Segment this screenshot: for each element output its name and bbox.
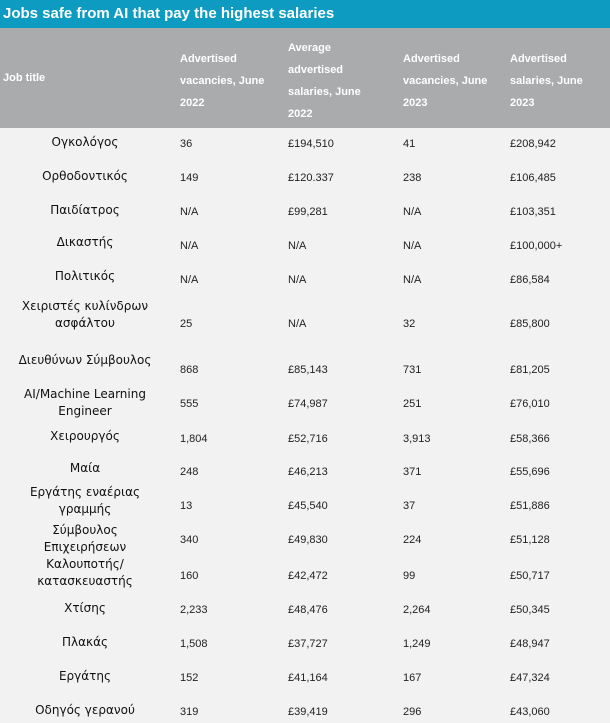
vacancies-2023-cell: 371 — [403, 466, 422, 478]
vacancies-2023-cell: 731 — [403, 364, 422, 376]
header-job-title: Job title — [3, 72, 46, 84]
job-title-cell: Καλουποτής/ κατασκευαστής — [37, 557, 133, 588]
vacancies-2022-cell: N/A — [180, 240, 199, 252]
salary-2023-cell: £55,696 — [510, 466, 550, 478]
salary-2023-cell: £43,060 — [510, 706, 550, 718]
table-body — [0, 128, 610, 723]
vacancies-2023-cell: 3,913 — [403, 433, 431, 445]
job-title-cell: Παιδίατρος — [50, 203, 120, 217]
job-title-cell: Πολιτικός — [54, 269, 116, 283]
salary-2023-cell: £76,010 — [510, 398, 550, 410]
vacancies-2022-cell: 25 — [180, 318, 193, 330]
vacancies-2022-cell: 1,804 — [180, 433, 208, 445]
salary-2023-cell: £51,128 — [510, 534, 550, 546]
salary-2023-cell: £81,205 — [510, 364, 550, 376]
vacancies-2022-cell: 2,233 — [180, 604, 208, 616]
vacancies-2023-cell: 41 — [403, 138, 416, 150]
salary-2023-cell: £50,717 — [510, 570, 550, 582]
vacancies-2023-cell: 224 — [403, 534, 422, 546]
vacancies-2023-cell: 251 — [403, 398, 422, 410]
salary-2022-cell: £41,164 — [288, 672, 328, 684]
job-title-cell: Δικαστής — [56, 235, 114, 249]
header-vacancies-2022: Advertised vacancies, June 2022 — [180, 53, 265, 109]
salary-2022-cell: £48,476 — [288, 604, 328, 616]
salary-2022-cell: £45,540 — [288, 500, 328, 512]
salary-2022-cell: £194,510 — [288, 138, 334, 150]
job-title-cell: Χειριστές κυλίνδρων ασφάλτου — [21, 299, 149, 330]
salary-2023-cell: £51,886 — [510, 500, 550, 512]
vacancies-2022-cell: 1,508 — [180, 638, 208, 650]
vacancies-2023-cell: 1,249 — [403, 638, 431, 650]
job-title-cell: Χτίσης — [64, 601, 106, 615]
vacancies-2023-cell: 99 — [403, 570, 416, 582]
job-title-cell: Ορθοδοντικός — [42, 169, 128, 183]
salary-2022-cell: £85,143 — [288, 364, 328, 376]
salary-2023-cell: £208,942 — [510, 138, 556, 150]
salary-2022-cell: £52,716 — [288, 433, 328, 445]
job-title-cell: Ογκολόγος — [51, 135, 119, 149]
vacancies-2023-cell: 37 — [403, 500, 416, 512]
vacancies-2023-cell: N/A — [403, 240, 422, 252]
header-salaries-2023: Advertised salaries, June 2023 — [510, 53, 583, 109]
job-title-cell: Χειρουργός — [50, 429, 120, 443]
header-salaries-2022: Average advertised salaries, June 2022 — [288, 42, 361, 120]
vacancies-2022-cell: 160 — [180, 570, 199, 582]
vacancies-2022-cell: 36 — [180, 138, 193, 150]
vacancies-2022-cell: N/A — [180, 274, 199, 286]
job-title-cell: Εργάτης εναέριας γραμμής — [29, 485, 141, 516]
salary-2023-cell: £58,366 — [510, 433, 550, 445]
salary-2022-cell: £39,419 — [288, 706, 328, 718]
salary-2022-cell: N/A — [288, 240, 307, 252]
salary-2023-cell: £86,584 — [510, 274, 550, 286]
job-title-cell: AI/Machine Learning Engineer — [24, 387, 146, 418]
vacancies-2023-cell: 296 — [403, 706, 422, 718]
salary-2022-cell: £74,987 — [288, 398, 328, 410]
job-title-cell: Εργάτης — [58, 669, 112, 683]
vacancies-2022-cell: N/A — [180, 206, 199, 218]
vacancies-2022-cell: 340 — [180, 534, 199, 546]
salary-2023-cell: £106,485 — [510, 172, 556, 184]
salary-2022-cell: £99,281 — [288, 206, 328, 218]
vacancies-2022-cell: 555 — [180, 398, 199, 410]
vacancies-2023-cell: 2,264 — [403, 604, 431, 616]
salary-2023-cell: £100,000+ — [510, 240, 563, 252]
salary-2023-cell: £50,345 — [510, 604, 550, 616]
salary-2023-cell: £47,324 — [510, 672, 550, 684]
salary-2023-cell: £48,947 — [510, 638, 550, 650]
job-title-cell: Μαία — [69, 461, 101, 475]
job-title-cell: Οδηγός γερανού — [35, 703, 135, 717]
salary-2022-cell: N/A — [288, 274, 307, 286]
salary-2022-cell: N/A — [288, 318, 307, 330]
vacancies-2022-cell: 319 — [180, 706, 199, 718]
salary-2022-cell: £42,472 — [288, 570, 328, 582]
salary-2023-cell: £85,800 — [510, 318, 550, 330]
salary-2022-cell: £46,213 — [288, 466, 328, 478]
vacancies-2022-cell: 248 — [180, 466, 199, 478]
table-header — [0, 28, 610, 128]
vacancies-2023-cell: N/A — [403, 274, 422, 286]
header-vacancies-2023: Advertised vacancies, June 2023 — [403, 53, 488, 109]
vacancies-2022-cell: 868 — [180, 364, 199, 376]
salary-2022-cell: £49,830 — [288, 534, 328, 546]
vacancies-2023-cell: N/A — [403, 206, 422, 218]
job-title-cell: Πλακάς — [61, 635, 109, 649]
vacancies-2022-cell: 152 — [180, 672, 199, 684]
salary-2022-cell: £37,727 — [288, 638, 328, 650]
vacancies-2023-cell: 32 — [403, 318, 416, 330]
job-title-cell: Σύμβουλος Επιχειρήσεων — [43, 523, 127, 554]
salary-2022-cell: £120.337 — [288, 172, 334, 184]
job-title-cell: Διευθύνων Σύμβουλος — [18, 353, 152, 367]
vacancies-2022-cell: 149 — [180, 172, 199, 184]
salary-2023-cell: £103,351 — [510, 206, 556, 218]
vacancies-2023-cell: 238 — [403, 172, 422, 184]
table-title: Jobs safe from AI that pay the highest salaries — [0, 0, 610, 28]
vacancies-2023-cell: 167 — [403, 672, 422, 684]
vacancies-2022-cell: 13 — [180, 500, 193, 512]
